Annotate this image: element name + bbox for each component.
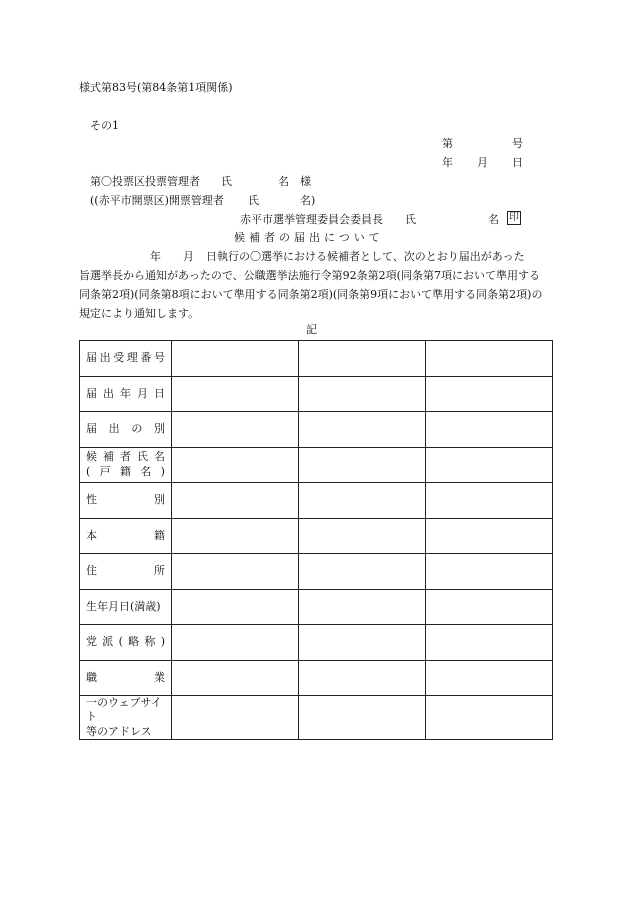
table-row (80, 412, 553, 448)
entry-cell[interactable] (426, 589, 553, 625)
row-label-sub: ( 戸 籍 名 ) (86, 464, 165, 478)
sender-title: 赤平市選挙管理委員会委員長 (240, 213, 383, 226)
doc-number-prefix: 第 (442, 137, 453, 150)
body-month: 月 (183, 250, 194, 263)
row-label-cell (80, 483, 172, 519)
row-label-cell (80, 518, 172, 554)
entry-cell[interactable] (426, 341, 553, 377)
form-number: 様式第83号(第84条第1項関係) (79, 81, 233, 94)
entry-cell[interactable] (299, 660, 426, 696)
entry-cell[interactable] (299, 518, 426, 554)
entry-cell[interactable] (299, 625, 426, 661)
recipient-sama: 様 (300, 175, 311, 188)
entry-cell[interactable] (426, 660, 553, 696)
entry-cell[interactable] (172, 518, 299, 554)
subject-title: 候補者の届出について (234, 231, 384, 244)
entry-cell[interactable] (299, 483, 426, 519)
entry-cell[interactable] (172, 412, 299, 448)
row-label: 職 業 (86, 670, 165, 684)
entry-cell[interactable] (172, 483, 299, 519)
entry-cell[interactable] (172, 554, 299, 590)
recipient-alt-shi: 氏 (248, 194, 259, 207)
recipient-alt-title: ((赤平市開票区)開票管理者 (90, 194, 224, 207)
row-label: 生年月日(満歳) (86, 599, 161, 613)
entry-cell[interactable] (299, 376, 426, 412)
row-label-cell (80, 341, 172, 377)
row-label-cell (80, 589, 172, 625)
row-label: 性 別 (86, 493, 165, 507)
row-label-sub: 等のアドレス (86, 724, 152, 738)
entry-cell[interactable] (426, 447, 553, 483)
entry-cell[interactable] (172, 376, 299, 412)
doc-number-suffix: 号 (512, 137, 523, 150)
table-row (80, 447, 553, 483)
sender-mei: 名 (488, 213, 499, 226)
row-label-cell (80, 625, 172, 661)
table-row (80, 518, 553, 554)
entry-cell[interactable] (426, 554, 553, 590)
row-label-cell (80, 696, 172, 740)
row-label-cell (80, 554, 172, 590)
entry-cell[interactable] (299, 696, 426, 740)
row-label-cell (80, 376, 172, 412)
entry-cell[interactable] (172, 696, 299, 740)
row-label: 届 出 年 月 日 (86, 386, 165, 400)
ki-label: 記 (306, 323, 317, 336)
recipient-alt-mei: 名) (300, 194, 316, 207)
table-row (80, 483, 553, 519)
entry-cell[interactable] (299, 554, 426, 590)
table-row (80, 660, 553, 696)
row-label: 届 出 の 別 (86, 422, 165, 436)
row-label: 届 出 受 理 番 号 (86, 351, 165, 365)
entry-cell[interactable] (426, 483, 553, 519)
row-label: 党 派 ( 略 称 ) (86, 635, 165, 649)
entry-cell[interactable] (426, 376, 553, 412)
date-month: 月 (477, 156, 488, 169)
notification-table (79, 340, 553, 740)
table-row (80, 696, 553, 740)
date-year: 年 (442, 156, 453, 169)
entry-cell[interactable] (172, 660, 299, 696)
table-row (80, 341, 553, 377)
row-label: 候 補 者 氏 名 (86, 450, 165, 464)
seal-label: 印 (509, 212, 519, 223)
entry-cell[interactable] (172, 589, 299, 625)
table-row (80, 625, 553, 661)
entry-cell[interactable] (299, 447, 426, 483)
entry-cell[interactable] (299, 589, 426, 625)
sender-shi: 氏 (405, 213, 416, 226)
seal-mark (507, 211, 521, 225)
entry-cell[interactable] (172, 341, 299, 377)
recipient-shi: 氏 (221, 175, 232, 188)
table-row (80, 589, 553, 625)
recipient-title: 第〇投票区投票管理者 (90, 175, 200, 188)
entry-cell[interactable] (426, 696, 553, 740)
entry-cell[interactable] (299, 341, 426, 377)
entry-cell[interactable] (426, 625, 553, 661)
entry-cell[interactable] (426, 412, 553, 448)
table-row (80, 376, 553, 412)
row-label: 一のウェブサイト (86, 696, 162, 724)
entry-cell[interactable] (299, 412, 426, 448)
table-row (80, 554, 553, 590)
part-label: その1 (90, 119, 119, 132)
recipient-mei: 名 (278, 175, 289, 188)
row-label: 本 籍 (86, 528, 165, 542)
date-day: 日 (512, 156, 523, 169)
row-label: 住 所 (86, 564, 165, 578)
entry-cell[interactable] (172, 625, 299, 661)
body-text-line1: 日執行の〇選挙における候補者として、次のとおり届出があった (206, 250, 525, 263)
row-label-cell (80, 447, 172, 483)
entry-cell[interactable] (172, 447, 299, 483)
entry-cell[interactable] (426, 518, 553, 554)
body-year: 年 (150, 250, 161, 263)
body-text: 旨選挙長から通知があったので、公職選挙法施行令第92条第2項(同条第7項において準用する同条第2項)(同条第8項において準用する同条第2項)(同条第9項において準用する同条第2項)の規定により通知します。 (79, 269, 543, 320)
row-label-cell (80, 660, 172, 696)
row-label-cell (80, 412, 172, 448)
